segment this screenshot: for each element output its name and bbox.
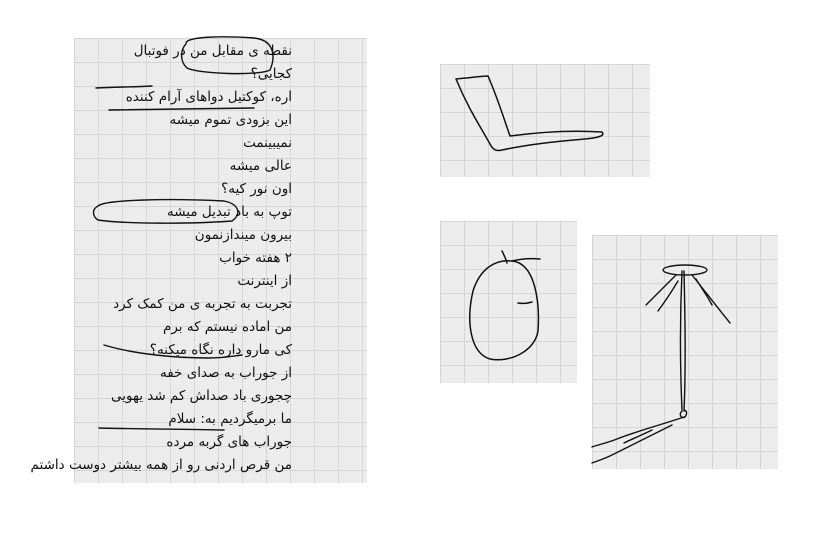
- note-line: بیرون میندازنمون: [194, 227, 292, 243]
- note-line: جوراب های گربه مرده: [166, 434, 292, 450]
- sketch-panel-l-shape: [440, 64, 650, 177]
- note-line: از اینترنت: [237, 273, 292, 289]
- note-line: اره، کوکتیل دواهای آرام کننده: [125, 89, 292, 105]
- note-line: ما برمیگردیم به: سلام: [168, 411, 292, 427]
- note-line: ۲ هفته خواب: [219, 250, 292, 266]
- sketch-panel-oval: [440, 221, 577, 383]
- note-line: تجربت به تجربه ی من کمک کرد: [113, 296, 292, 312]
- note-line: من اماده نیستم که برم: [162, 319, 292, 335]
- note-line: نمیبینمت: [243, 135, 292, 151]
- drawing-oval-face: [440, 221, 577, 383]
- note-line: این بزودی تموم میشه: [169, 112, 292, 128]
- note-line: نقطه ی مقابل من در فوتبال: [133, 43, 292, 59]
- note-line: عالی میشه: [229, 158, 292, 174]
- note-line: من قرص اردنی رو از همه بیشتر دوست داشتم: [30, 457, 292, 473]
- notes-panel: [30, 38, 367, 483]
- sketch-panel-tree: [592, 235, 778, 469]
- drawing-tree-hand: [592, 235, 778, 469]
- note-line: چجوری باد صداش کم شد یهویی: [110, 388, 292, 404]
- note-line: کی مارو داره نگاه میکنه؟: [149, 342, 292, 358]
- note-line: اون نور کیه؟: [221, 181, 292, 197]
- note-line: توپ به باد تبدیل میشه: [167, 204, 292, 220]
- note-line: کجایی؟: [250, 66, 292, 82]
- drawing-l-shape: [440, 64, 650, 177]
- note-line: از جوراب به صدای خفه: [159, 365, 292, 381]
